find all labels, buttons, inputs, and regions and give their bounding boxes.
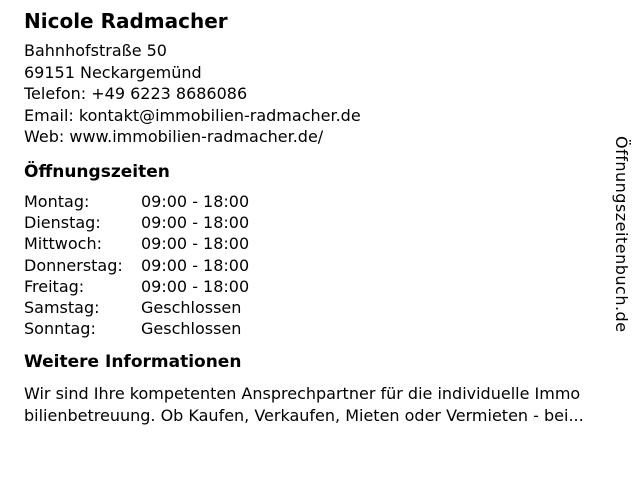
hours-day-label: Freitag: [24, 276, 85, 296]
hours-row-tuesday [24, 212, 249, 233]
address-street-line: Bahnhofstraße 50 [24, 41, 167, 60]
hours-value: Geschlossen [141, 319, 242, 339]
address-city-line: 69151 Neckargemünd [24, 62, 202, 82]
hours-value: 09:00 - 18:00 [141, 255, 250, 275]
hours-row-thursday [24, 255, 249, 276]
hours-row-sunday [24, 318, 249, 339]
hours-day-label: Samstag: [24, 298, 100, 318]
hours-row-saturday [24, 297, 249, 318]
hours-day-label: Mittwoch: [24, 234, 102, 254]
hours-day-label: Montag: [24, 192, 90, 211]
opening-hours-table [24, 191, 249, 339]
site-watermark-vertical: Öffnungszeitenbuch.de [612, 136, 631, 333]
hours-row-wednesday [24, 233, 249, 254]
hours-value: 09:00 - 18:00 [141, 213, 250, 233]
hours-value: 09:00 - 18:00 [141, 234, 250, 254]
business-name: Nicole Radmacher [24, 9, 228, 33]
hours-value: 09:00 - 18:00 [141, 192, 250, 211]
more-info-heading: Weitere Informationen [24, 352, 242, 372]
website-line: Web: www.immobilien-radmacher.de/ [24, 127, 324, 146]
hours-value: 09:00 - 18:00 [141, 276, 250, 296]
hours-row-monday [24, 191, 249, 212]
hours-value: Geschlossen [141, 298, 242, 318]
more-info-paragraph [24, 383, 584, 427]
hours-day-label: Sonntag: [24, 319, 96, 339]
info-line: bilienbetreuung. Ob Kaufen, Verkaufen, Mieten oder Vermieten - bei... [24, 406, 584, 425]
info-line: Wir sind Ihre kompetenten Ansprechpartner für die individuelle Immo [24, 384, 581, 403]
hours-row-friday [24, 276, 249, 297]
contact-block [24, 40, 361, 148]
hours-day-label: Donnerstag: [24, 255, 123, 275]
opening-hours-heading: Öffnungszeiten [24, 162, 170, 182]
hours-day-label: Dienstag: [24, 213, 101, 233]
phone-line: Telefon: +49 6223 8686086 [24, 84, 248, 103]
email-line: Email: kontakt@immobilien-radmacher.de [24, 105, 361, 125]
